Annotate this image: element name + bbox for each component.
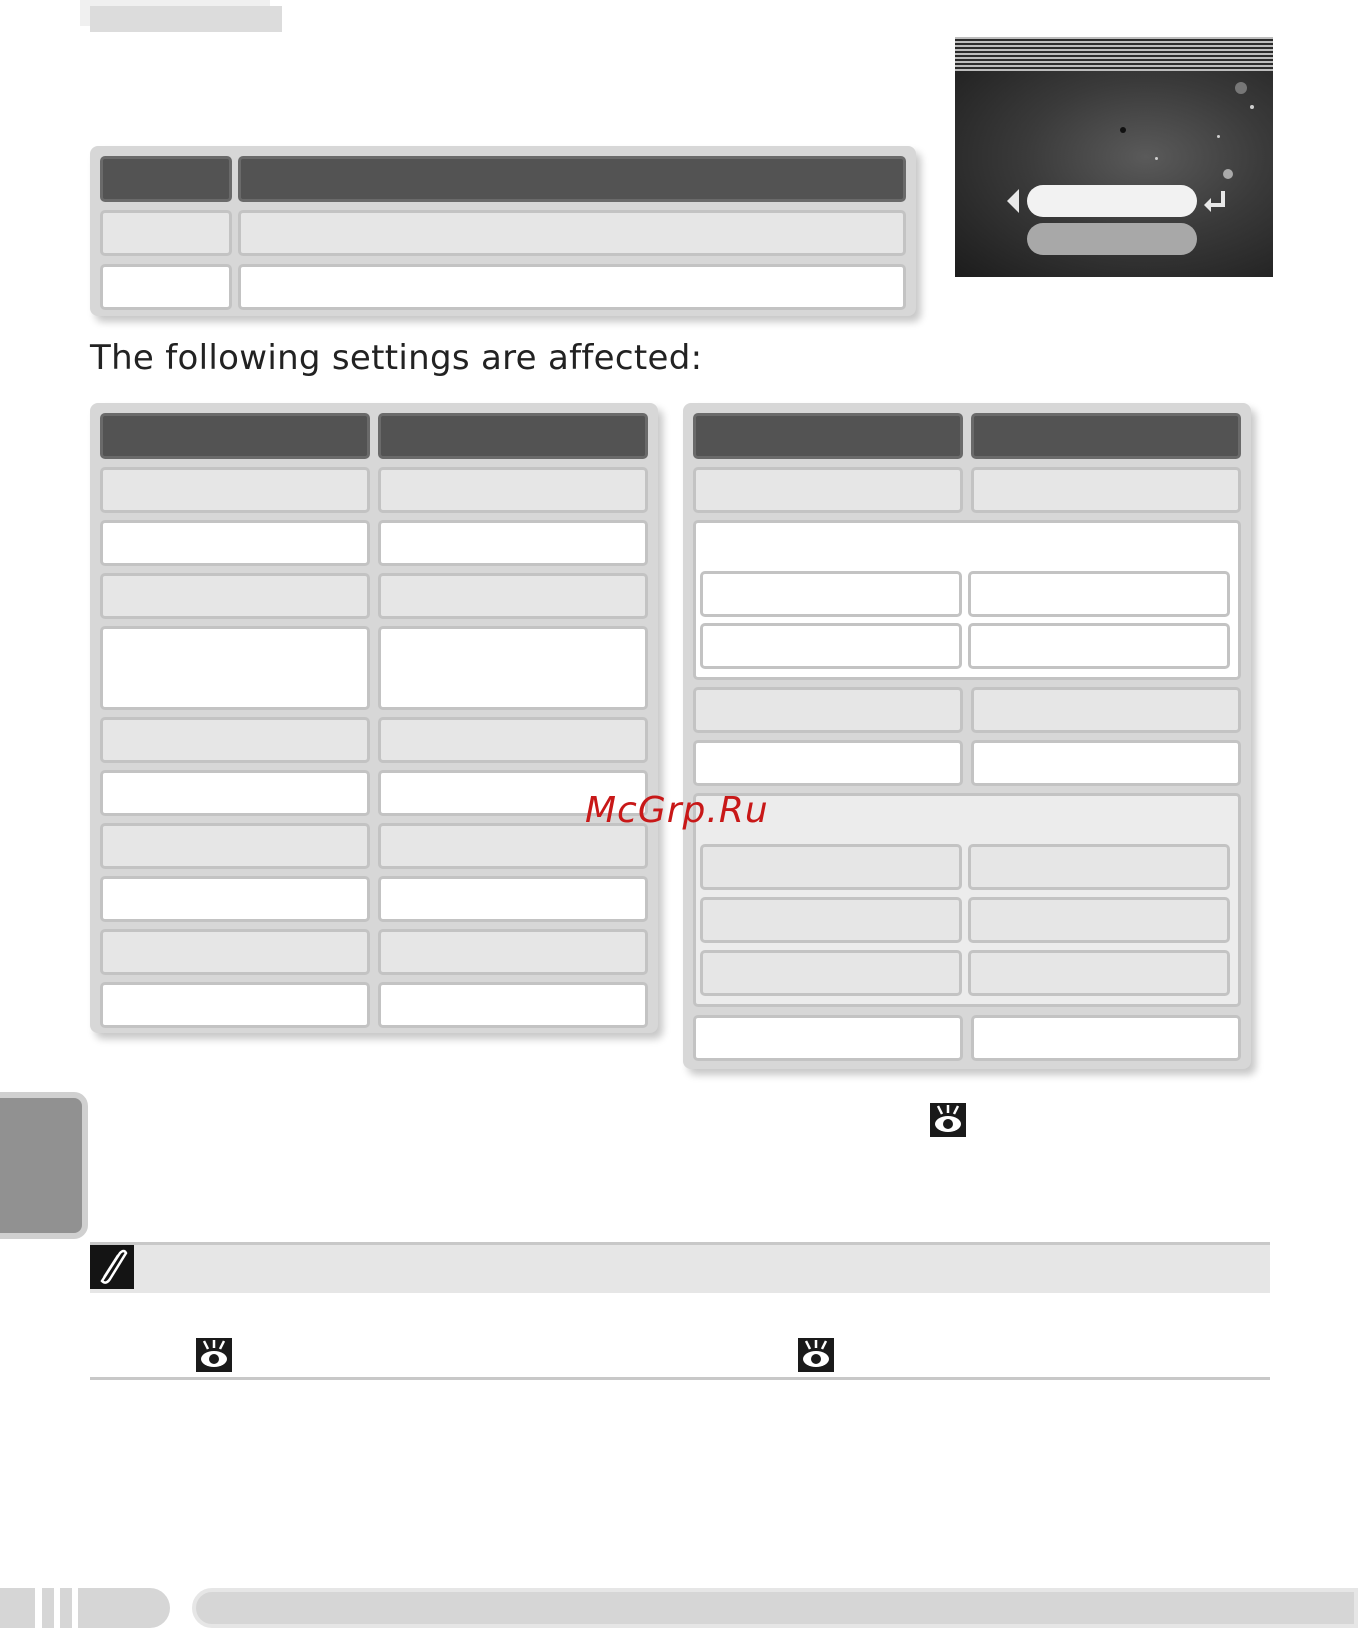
left-row-setting [100,823,370,869]
footer-tab [0,1588,35,1628]
right-group-row-default [968,897,1230,943]
watermark-text: McGrp.Ru [585,790,769,831]
right-group-row-default [968,950,1230,996]
right-row-setting [693,740,963,786]
header-tab [90,6,282,32]
right-group-row-setting [700,844,962,890]
right-group-block [693,793,1241,1007]
right-header-default [971,413,1241,459]
camera-monitor-screen [955,37,1273,277]
footer-page-number-tab [78,1588,170,1628]
settings-table-left [90,403,658,1033]
screen-speck [1120,127,1126,133]
right-row-default [971,740,1241,786]
right-row-setting [693,467,963,513]
menu-option-selected[interactable] [1027,185,1197,217]
reference-eye-icon [196,1338,232,1372]
left-row-setting [100,929,370,975]
options-row-2-description [238,264,906,310]
left-row-setting [100,573,370,619]
left-header-setting [100,413,370,459]
screen-speck [1217,135,1220,138]
right-group-row-default [968,571,1230,617]
right-row-default [971,1015,1241,1061]
left-row-setting [100,467,370,513]
options-row-1-option [100,210,232,256]
right-group-row-setting [700,950,962,996]
left-row-setting [100,982,370,1028]
left-row-default [378,982,648,1028]
options-table [90,146,916,316]
right-header-setting [693,413,963,459]
left-row-default [378,717,648,763]
footer-tab [42,1588,54,1628]
right-group-row-default [968,844,1230,890]
left-header-default [378,413,648,459]
screen-speck [1250,105,1254,109]
screen-speck [1223,169,1233,179]
options-header-option [100,156,232,202]
menu-option[interactable] [1027,223,1197,255]
left-row-setting [100,520,370,566]
enter-return-icon [1201,187,1229,215]
note-bar [90,1242,1270,1293]
left-row-setting [100,717,370,763]
right-row-default [971,687,1241,733]
left-arrow-icon[interactable] [1007,189,1019,213]
right-group-block [693,520,1241,680]
screen-speck [1235,82,1247,94]
left-row-default [378,467,648,513]
left-row-setting [100,876,370,922]
left-row-default [378,626,648,710]
settings-table-right [683,403,1251,1069]
options-row-2-option [100,264,232,310]
affected-settings-heading: The following settings are affected: [90,338,703,378]
note-bottom-rule [90,1377,1270,1380]
left-row-setting [100,770,370,816]
left-row-default [378,876,648,922]
reference-eye-icon [930,1103,966,1137]
right-group-row-setting [700,571,962,617]
footer-bar [192,1588,1358,1628]
right-row-setting [693,1015,963,1061]
screen-speck [1155,157,1158,160]
left-row-default [378,573,648,619]
left-row-default [378,929,648,975]
screen-title-stripes [955,37,1273,71]
options-row-1-description [238,210,906,256]
right-group-row-setting [700,623,962,669]
pencil-note-icon [90,1245,134,1289]
options-header-description [238,156,906,202]
left-row-default [378,520,648,566]
right-group-row-default [968,623,1230,669]
footer-tab [60,1588,72,1628]
right-row-setting [693,687,963,733]
left-row-setting [100,626,370,710]
right-group-row-setting [700,897,962,943]
section-side-tab [0,1092,88,1239]
reference-eye-icon [798,1338,834,1372]
right-row-default [971,467,1241,513]
